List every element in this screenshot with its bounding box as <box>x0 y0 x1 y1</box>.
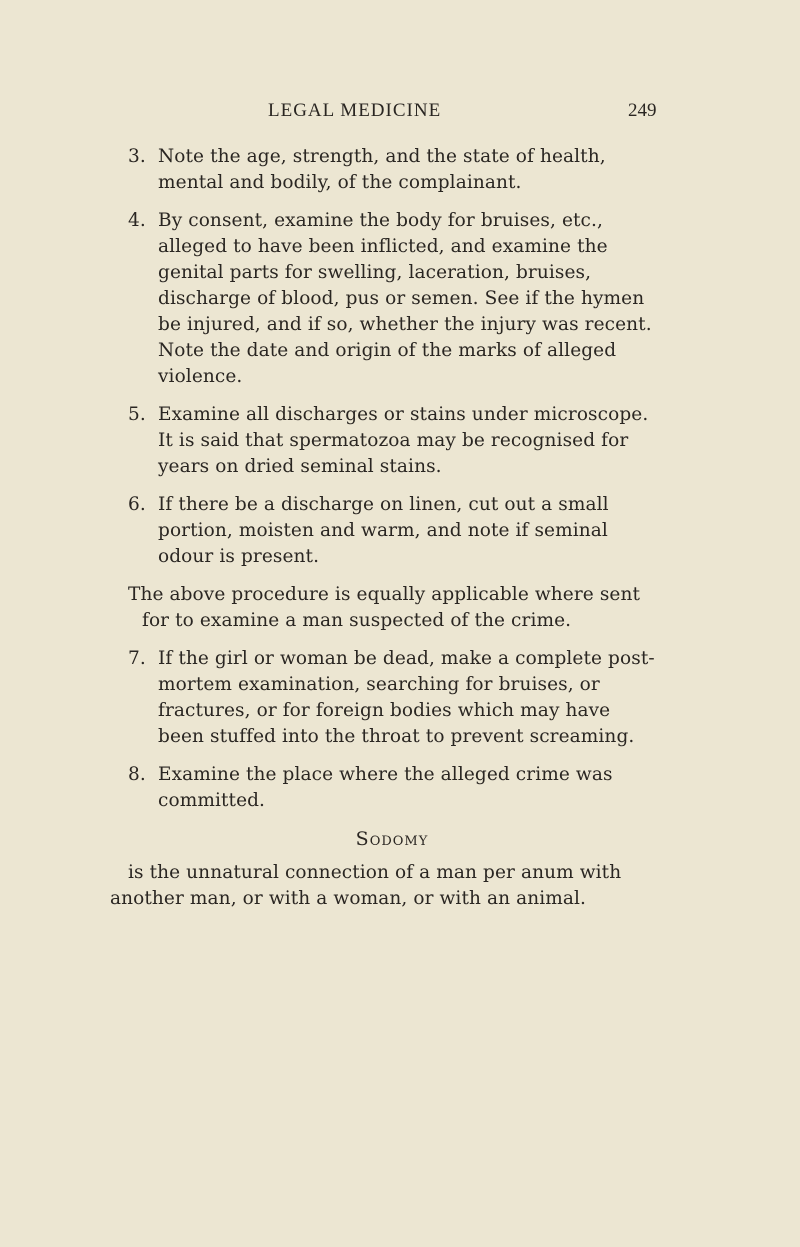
running-title: LEGAL MEDICINE <box>268 100 442 121</box>
section-heading: Sodomy <box>355 828 429 850</box>
list-item <box>128 208 656 390</box>
item-text: By consent, examine the body for bruises, etc., alleged to have been inflicted, and examine the genital parts for swelling, laceration, bruises, discharge of blood, pus or semen. See if the hymen be injured, and if so, whether the injury was recent. Note the date and origin of the marks of alleged violence. <box>158 210 652 387</box>
item-text: Examine the place where the alleged crime was committed. <box>158 764 613 811</box>
list-item <box>128 144 656 196</box>
page-body <box>110 144 656 912</box>
item-text: If there be a discharge on linen, cut out a small portion, moisten and warm, and note if seminal odour is present. <box>158 494 609 567</box>
item-text: Examine all discharges or stains under microscope. It is said that spermatozoa may be recognised for years on dried seminal stains. <box>158 404 649 477</box>
item-text: Note the age, strength, and the state of health, mental and bodily, of the complainant. <box>158 146 606 193</box>
list-item <box>128 762 656 814</box>
list-item <box>128 646 656 750</box>
item-number: 4. <box>128 210 146 231</box>
page-number: 249 <box>628 100 657 121</box>
item-number: 5. <box>128 404 146 425</box>
item-number: 6. <box>128 494 146 515</box>
list-item <box>128 492 656 570</box>
item-text: If the girl or woman be dead, make a complete post-mortem examination, searching for bruises, or fractures, or for foreign bodies which may have been stuffed into the throat to prevent screaming. <box>158 648 655 747</box>
item-number: 7. <box>128 648 146 669</box>
item-number: 3. <box>128 146 146 167</box>
list-item <box>128 402 656 480</box>
item-number: 8. <box>128 764 146 785</box>
closing-paragraph: is the unnatural connection of a man per anum with another man, or with a woman, or with an animal. <box>110 862 622 909</box>
paragraph-above-procedure: The above procedure is equally applicable where sent for to examine a man suspected of the crime. <box>128 584 641 631</box>
